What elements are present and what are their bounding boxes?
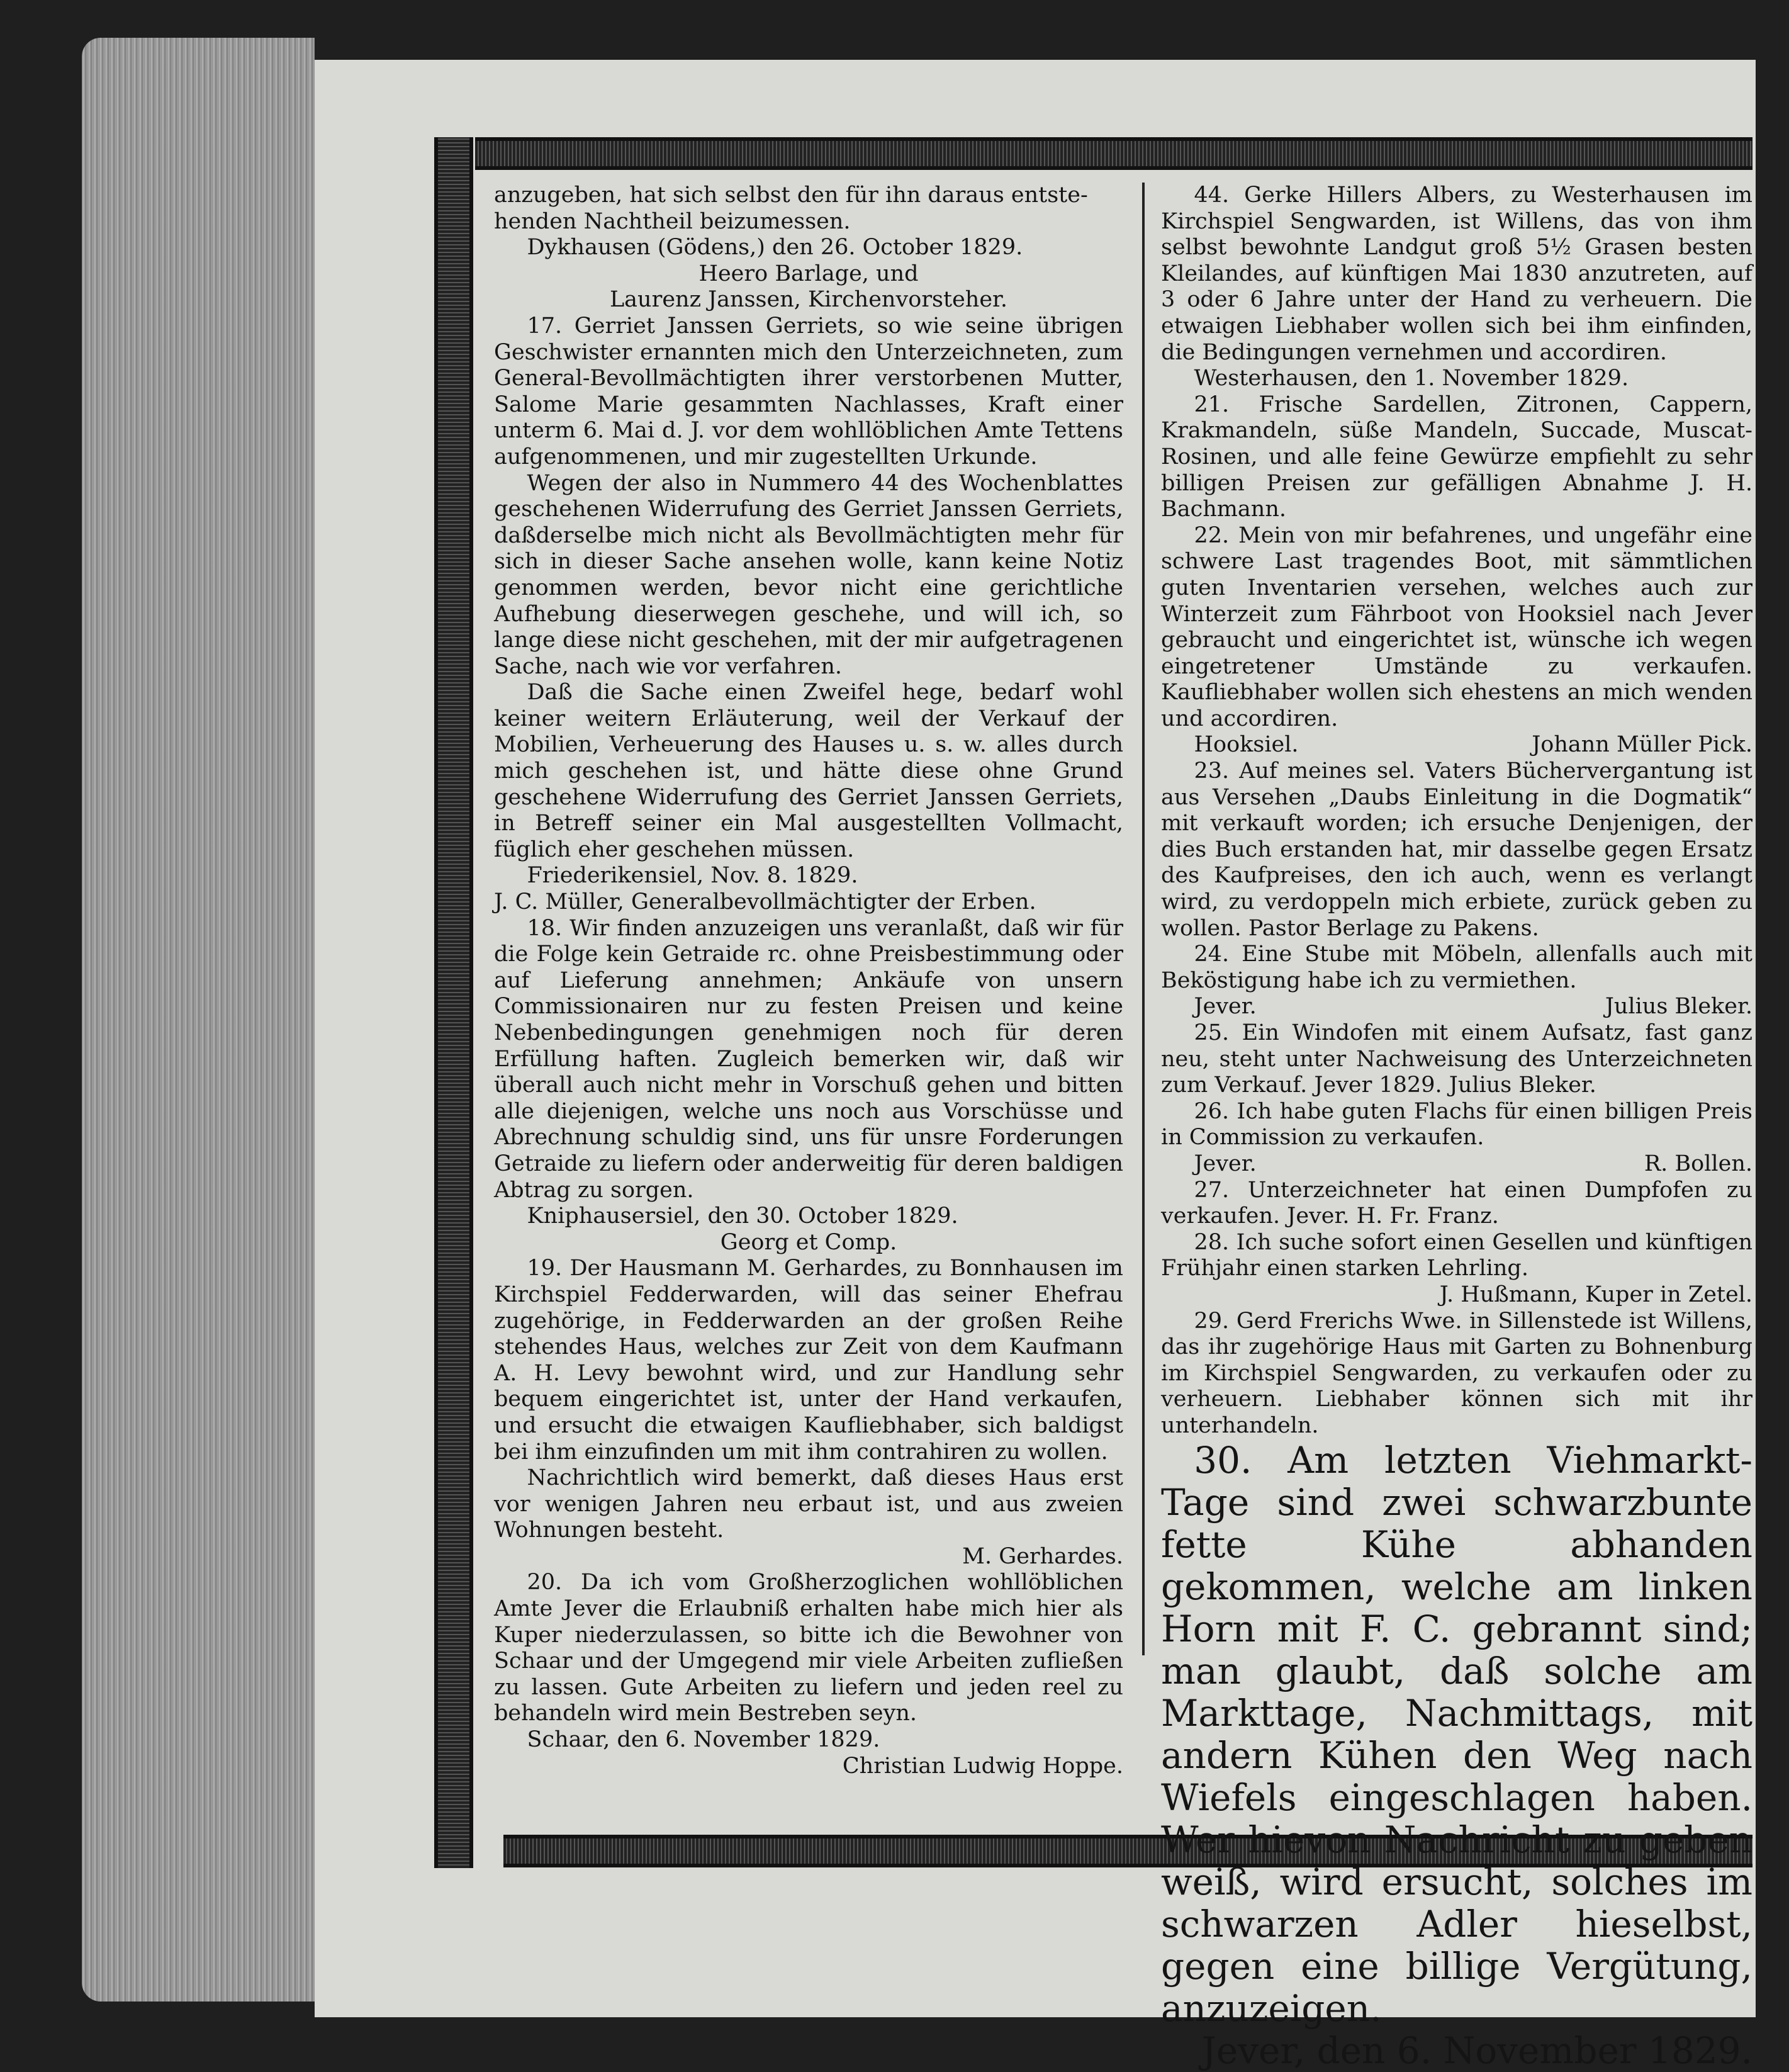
text-line: anzugeben, hat sich selbst den für ihn daraus entste- xyxy=(494,183,1088,208)
dateline: Kniphausersiel, den 30. October 1829. xyxy=(527,1203,958,1229)
dateline: Schaar, den 6. November 1829. xyxy=(527,1727,880,1753)
ad-22-body: 22. Mein von mir befahrenes, und ungefähr eine schwere Last tragendes Boot, mit sämmtlichen guten Inventarien versehen, welches auch zur Winterzeit zum Fährboot von Hooksiel nach Jever gebraucht und eingerichtet ist, wünsche ich wegen eingetretener Umstände zu verkaufen. Kaufliebhaber wollen sich ehestens an mich wenden und accordiren. xyxy=(1161,522,1753,731)
left-column xyxy=(494,183,1123,1779)
ad-21-body: 21. Frische Sardellen, Zitronen, Cappern, Krakmandeln, süße Mandeln, Succade, Muscat-Rosinen, und alle feine Gewürze empfiehlt zu sehr billigen Preisen zur gefälligen Abnahme J. H. Bachmann. xyxy=(1161,391,1753,522)
ad-30-body: 30. Am letzten Viehmarkt-Tage sind zwei schwarzbunte fette Kühe abhanden gekommen, welche am linken Horn mit F. C. gebrannt sind; man glaubt, daß solche am Markttage, Nachmittags, mit andern Kühen den Weg nach Wiefels eingeschlagen haben. Wer hievon Nachricht zu geben weiß, wird ersucht, solches im schwarzen Adler hieselbst, gegen eine billige Vergütung, anzuzeigen. xyxy=(1161,1438,1753,2030)
ad-24-body: 24. Eine Stube mit Möbeln, allenfalls auch mit Beköstigung habe ich zu vermiethen. xyxy=(1161,942,1753,993)
dateline: Dykhausen (Gödens,) den 26. October 1829. xyxy=(527,235,1023,261)
name: Johann Müller Pick. xyxy=(1532,732,1753,758)
ad-26-body: 26. Ich habe guten Flachs für einen billigen Preis in Commission zu verkaufen. xyxy=(1161,1098,1753,1151)
ad-19-body: Nachrichtlich wird bemerkt, daß dieses Haus erst vor wenigen Jahren neu erbaut ist, und aus zweien Wohnungen besteht. xyxy=(494,1465,1123,1543)
ad-29-body: 29. Gerd Frerichs Wwe. in Sillenstede ist Willens, das ihr zugehörige Haus mit Garten zu Bohnenburg im Kirchspiel Sengwarden, zu verkaufen oder zu verheuern. Liebhaber können sich mit ihr unterhandeln. xyxy=(1161,1308,1753,1438)
ad-17-body: Wegen der also in Nummero 44 des Wochenblattes geschehenen Widerrufung des Gerriet Janssen Gerriets, daßderselbe mich nicht als Bevollmächtigten mehr für sich in dieser Sache ansehen wolle, kann keine Notiz genommen werden, bevor nicht eine gerichtliche Aufhebung dieserwegen geschehe, und will ich, so lange diese nicht geschehen, mit der mir aufgetragenen Sache, nach wie vor verfahren. xyxy=(494,470,1123,679)
signature: J. Hußmann, Kuper in Zetel. xyxy=(1439,1281,1753,1307)
name: Julius Bleker. xyxy=(1605,994,1753,1020)
place: Jever. xyxy=(1194,994,1257,1020)
top-border-rule xyxy=(475,137,1753,170)
ad-25-body: 25. Ein Windofen mit einem Aufsatz, fast ganz neu, steht unter Nachweisung des Unterzeichneten zum Verkauf. Jever 1829. Julius Bleker. xyxy=(1161,1020,1753,1098)
ad-17-body: Daß die Sache einen Zweifel hege, bedarf wohl keiner weitern Erläuterung, weil der Verkauf der Mobilien, Verheuerung des Hauses u. s. w. alles durch mich geschehen ist, und hätte diese ohne Grund geschehene Widerrufung des Gerriet Janssen Gerriets, in Betreff seiner ein Mal ausgestellten Vollmacht, füglich eher geschehen müssen. xyxy=(494,680,1123,862)
ad-28-body: 28. Ich suche sofort einen Gesellen und künftigen Frühjahr einen starken Lehrling. xyxy=(1161,1229,1753,1281)
ad-30-dateline: Jever, den 6. November 1829. xyxy=(1201,2029,1753,2072)
signature: M. Gerhardes. xyxy=(962,1543,1123,1569)
ad-27-body: 27. Unterzeichneter hat einen Dumpfofen zu verkaufen. Jever. H. Fr. Franz. xyxy=(1161,1177,1753,1229)
ad-44-body: 44. Gerke Hillers Albers, zu Westerhausen im Kirchspiel Sengwarden, ist Willens, das von ihm selbst bewohnte Landgut groß 5½ Grasen besten Kleilandes, auf künftigen Mai 1830 anzutreten, auf 3 oder 6 Jahre unter der Hand zu verheuern. Die etwaigen Liebhaber wollen sich bei ihm einfinden, die Bedingungen vernehmen und accordiren. xyxy=(1161,183,1753,365)
dateline: Friederikensiel, Nov. 8. 1829. xyxy=(527,863,858,889)
ad-18-body: 18. Wir finden anzuzeigen uns veranlaßt, daß wir für die Folge kein Getraide rc. ohne Preisbestimmung oder auf Lieferung annehmen; Ankäufe von unsern Commissionairen nur zu festen Preisen und keine Nebenbedingungen genehmigen noch für deren Erfüllung haften. Zugleich bemerken wir, daß wir überall auch nicht mehr in Vorschuß gehen und bitten alle diejenigen, welche uns noch aus Vorschüsse und Abrechnung schuldig sind, uns für unsre Forderungen Getraide zu liefern oder anderweitig für deren baldigen Abtrag zu sorgen. xyxy=(494,915,1123,1203)
ad-23-body: 23. Auf meines sel. Vaters Büchervergantung ist aus Versehen „Daubs Einleitung in die Dogmatik“ mit verkauft worden; ich ersuche Denjenigen, der dies Buch erstanden hat, mir dasselbe gegen Ersatz des Kaufpreises, den ich auch, wenn es verlangt wird, zu verdoppeln mich erbiete, zurück geben zu wollen. Pastor Berlage zu Pakens. xyxy=(1161,758,1753,941)
ad-22-signature xyxy=(1161,732,1753,758)
text-line: henden Nachtheil beizumessen. xyxy=(494,208,851,234)
ad-24-signature xyxy=(1161,994,1753,1020)
dateline: Westerhausen, den 1. November 1829. xyxy=(1194,366,1629,391)
ad-17-body: 17. Gerriet Janssen Gerriets, so wie seine übrigen Geschwister ernannten mich den Unterzeichneten, zum General-Bevollmächtigten ihrer verstorbenen Mutter, Salome Marie gesammten Nachlasses, Kraft einer unterm 6. Mai d. J. vor dem wohllöblichen Amte Tettens aufgenommenen, und mir zugestellten Urkunde. xyxy=(494,313,1123,470)
signature: Georg et Comp. xyxy=(720,1229,897,1255)
place: Hooksiel. xyxy=(1194,732,1299,758)
place: Jever. xyxy=(1194,1151,1257,1176)
ad-19-body: 19. Der Hausmann M. Gerhardes, zu Bonnhausen im Kirchspiel Fedderwarden, will das seiner Ehefrau zugehörige, in Fedderwarden an der großen Reihe stehendes Haus, welches zur Zeit von dem Kaufmann A. H. Levy bewohnt wird, und zur Handlung sehr bequem eingerichtet ist, unter der Hand verkaufen, und ersucht die etwaigen Kaufliebhaber, sich baldigst bei ihm einzufinden um mit ihm contrahiren zu wollen. xyxy=(494,1256,1123,1465)
signature: J. C. Müller, Generalbevollmächtigter der Erben. xyxy=(494,889,1036,915)
signature: Christian Ludwig Hoppe. xyxy=(842,1753,1123,1779)
signature: Laurenz Janssen, Kirchenvorsteher. xyxy=(609,287,1008,313)
book-page-edges xyxy=(82,38,315,2002)
name: R. Bollen. xyxy=(1644,1151,1753,1176)
right-column xyxy=(1161,183,1753,2072)
left-border-rule xyxy=(434,137,473,1868)
signature: Heero Barlage, und xyxy=(698,261,919,286)
ad-26-signature xyxy=(1161,1151,1753,1178)
ad-20-body: 20. Da ich vom Großherzoglichen wohllöblichen Amte Jever die Erlaubniß erhalten habe mich hier als Kuper niederzulassen, so bitte ich die Bewohner von Schaar und der Umgegend mir viele Arbeiten zufließen zu lassen. Gute Arbeiten zu liefern und jeden reel zu behandeln wird mein Bestreben seyn. xyxy=(494,1570,1123,1726)
column-divider xyxy=(1142,183,1145,1655)
